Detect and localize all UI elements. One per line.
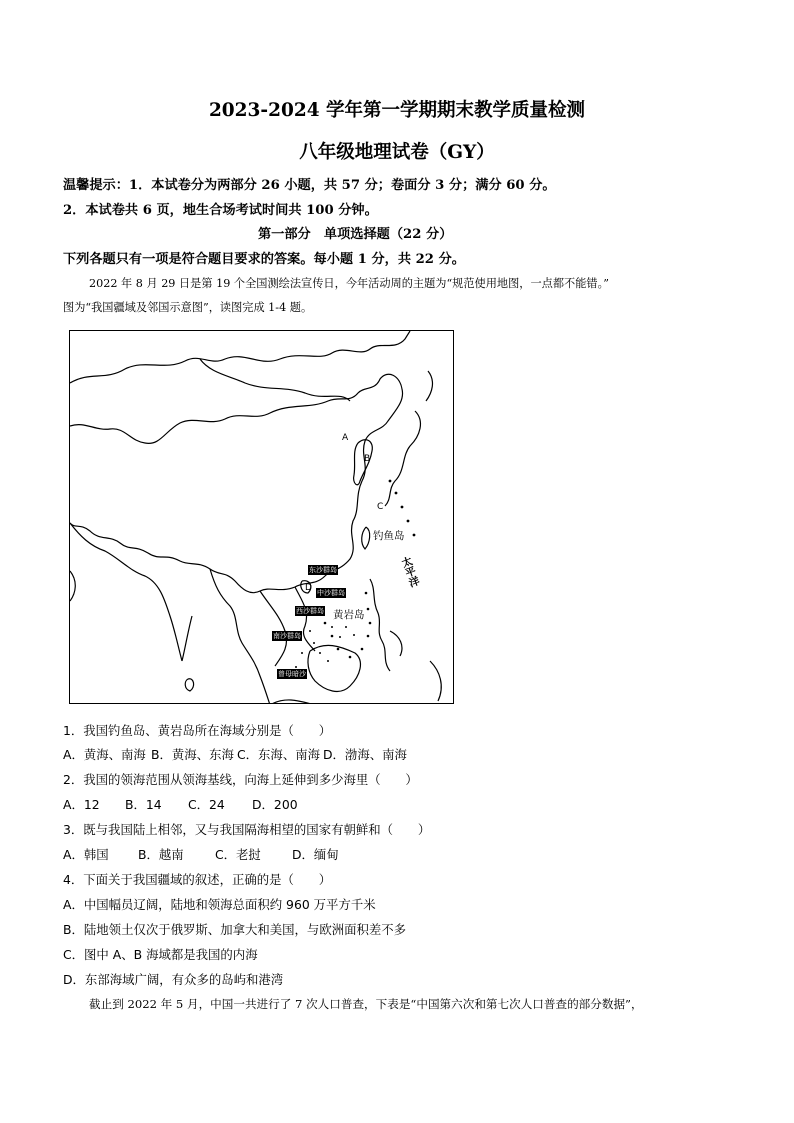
map-label-b: B: [364, 454, 371, 464]
map-outline-drawing: [70, 331, 454, 704]
question-4-option-b: B．陆地领土仅次于俄罗斯、加拿大和美国，与欧洲面积差不多: [63, 922, 407, 937]
question-1-option-d: D．渤海、南海: [323, 747, 407, 762]
outro-line-1: 截止到 2022 年 5 月，中国一共进行了 7 次人口普查，下表是“中国第六次和第七次人口普查的部分数据”，: [89, 997, 643, 1011]
question-4-option-d: D．东部海域广阔，有众多的岛屿和港湾: [63, 972, 284, 987]
question-3-option-b: B．越南: [138, 847, 184, 862]
map-label-c: C: [377, 502, 384, 512]
question-2-option-d: D．200: [252, 797, 298, 812]
exam-subtitle: 八年级地理试卷（GY）: [299, 142, 495, 163]
question-4-option-c: C．图中 A、B 海域都是我国的内海: [63, 947, 258, 962]
question-2-option-b: B．14: [125, 797, 162, 812]
map-label-xisha: 西沙群岛: [296, 607, 324, 615]
map-label-nansha: 南沙群岛: [273, 632, 301, 640]
notice-line-2: 2．本试卷共 6 页，地生合场考试时间共 100 分钟。: [63, 203, 378, 218]
question-1-stem: 1．我国钓鱼岛、黄岩岛所在海域分别是（ ）: [63, 723, 332, 738]
china-territory-map: [69, 330, 454, 704]
question-2-stem: 2．我国的领海范围从领海基线，向海上延伸到多少海里（ ）: [63, 772, 418, 787]
question-3-option-a: A．韩国: [63, 847, 109, 862]
question-1-option-b: B．黄海、东海: [151, 747, 234, 762]
map-label-dongsha: 东沙群岛: [309, 566, 337, 574]
question-3-stem: 3．既与我国陆上相邻，又与我国隔海相望的国家有朝鲜和（ ）: [63, 822, 431, 837]
map-label-zhongsha: 中沙群岛: [317, 589, 345, 597]
question-2-option-a: A．12: [63, 797, 100, 812]
question-1-option-a: A．黄海、南海: [63, 747, 146, 762]
notice-line-1: 温馨提示：1．本试卷分为两部分 26 小题，共 57 分；卷面分 3 分；满分 60 分。: [63, 178, 556, 193]
question-3-option-d: D．缅甸: [292, 847, 339, 862]
question-4-stem: 4．下面关于我国疆域的叙述，正确的是（ ）: [63, 872, 332, 887]
section-title: 第一部分 单项选择题（22 分）: [258, 227, 453, 242]
question-2-option-c: C．24: [188, 797, 225, 812]
map-label-a: A: [342, 433, 349, 443]
map-label-diaoyudao: 钓鱼岛: [373, 530, 405, 542]
intro-line-1: 2022 年 8 月 29 日是第 19 个全国测绘法宣传日，今年活动周的主题为“规范使用地图，一点都不能错。”: [89, 277, 609, 290]
map-label-zengmuansha: 曾母暗沙: [278, 670, 306, 678]
question-4-option-a: A．中国幅员辽阔，陆地和领海总面积约 960 万平方千米: [63, 897, 376, 912]
question-1-option-c: C．东海、南海: [237, 747, 320, 762]
exam-title: 2023-2024 学年第一学期期末教学质量检测: [208, 100, 586, 121]
map-label-taipingyang: 太平洋: [399, 555, 422, 589]
section-instruction: 下列各题只有一项是符合题目要求的答案。每小题 1 分，共 22 分。: [63, 252, 465, 267]
question-3-option-c: C．老挝: [215, 847, 261, 862]
intro-line-2: 图为“我国疆域及邻国示意图”，读图完成 1-4 题。: [63, 301, 313, 314]
map-label-d: D: [305, 583, 312, 593]
map-label-huangyandao: 黄岩岛: [333, 609, 365, 621]
